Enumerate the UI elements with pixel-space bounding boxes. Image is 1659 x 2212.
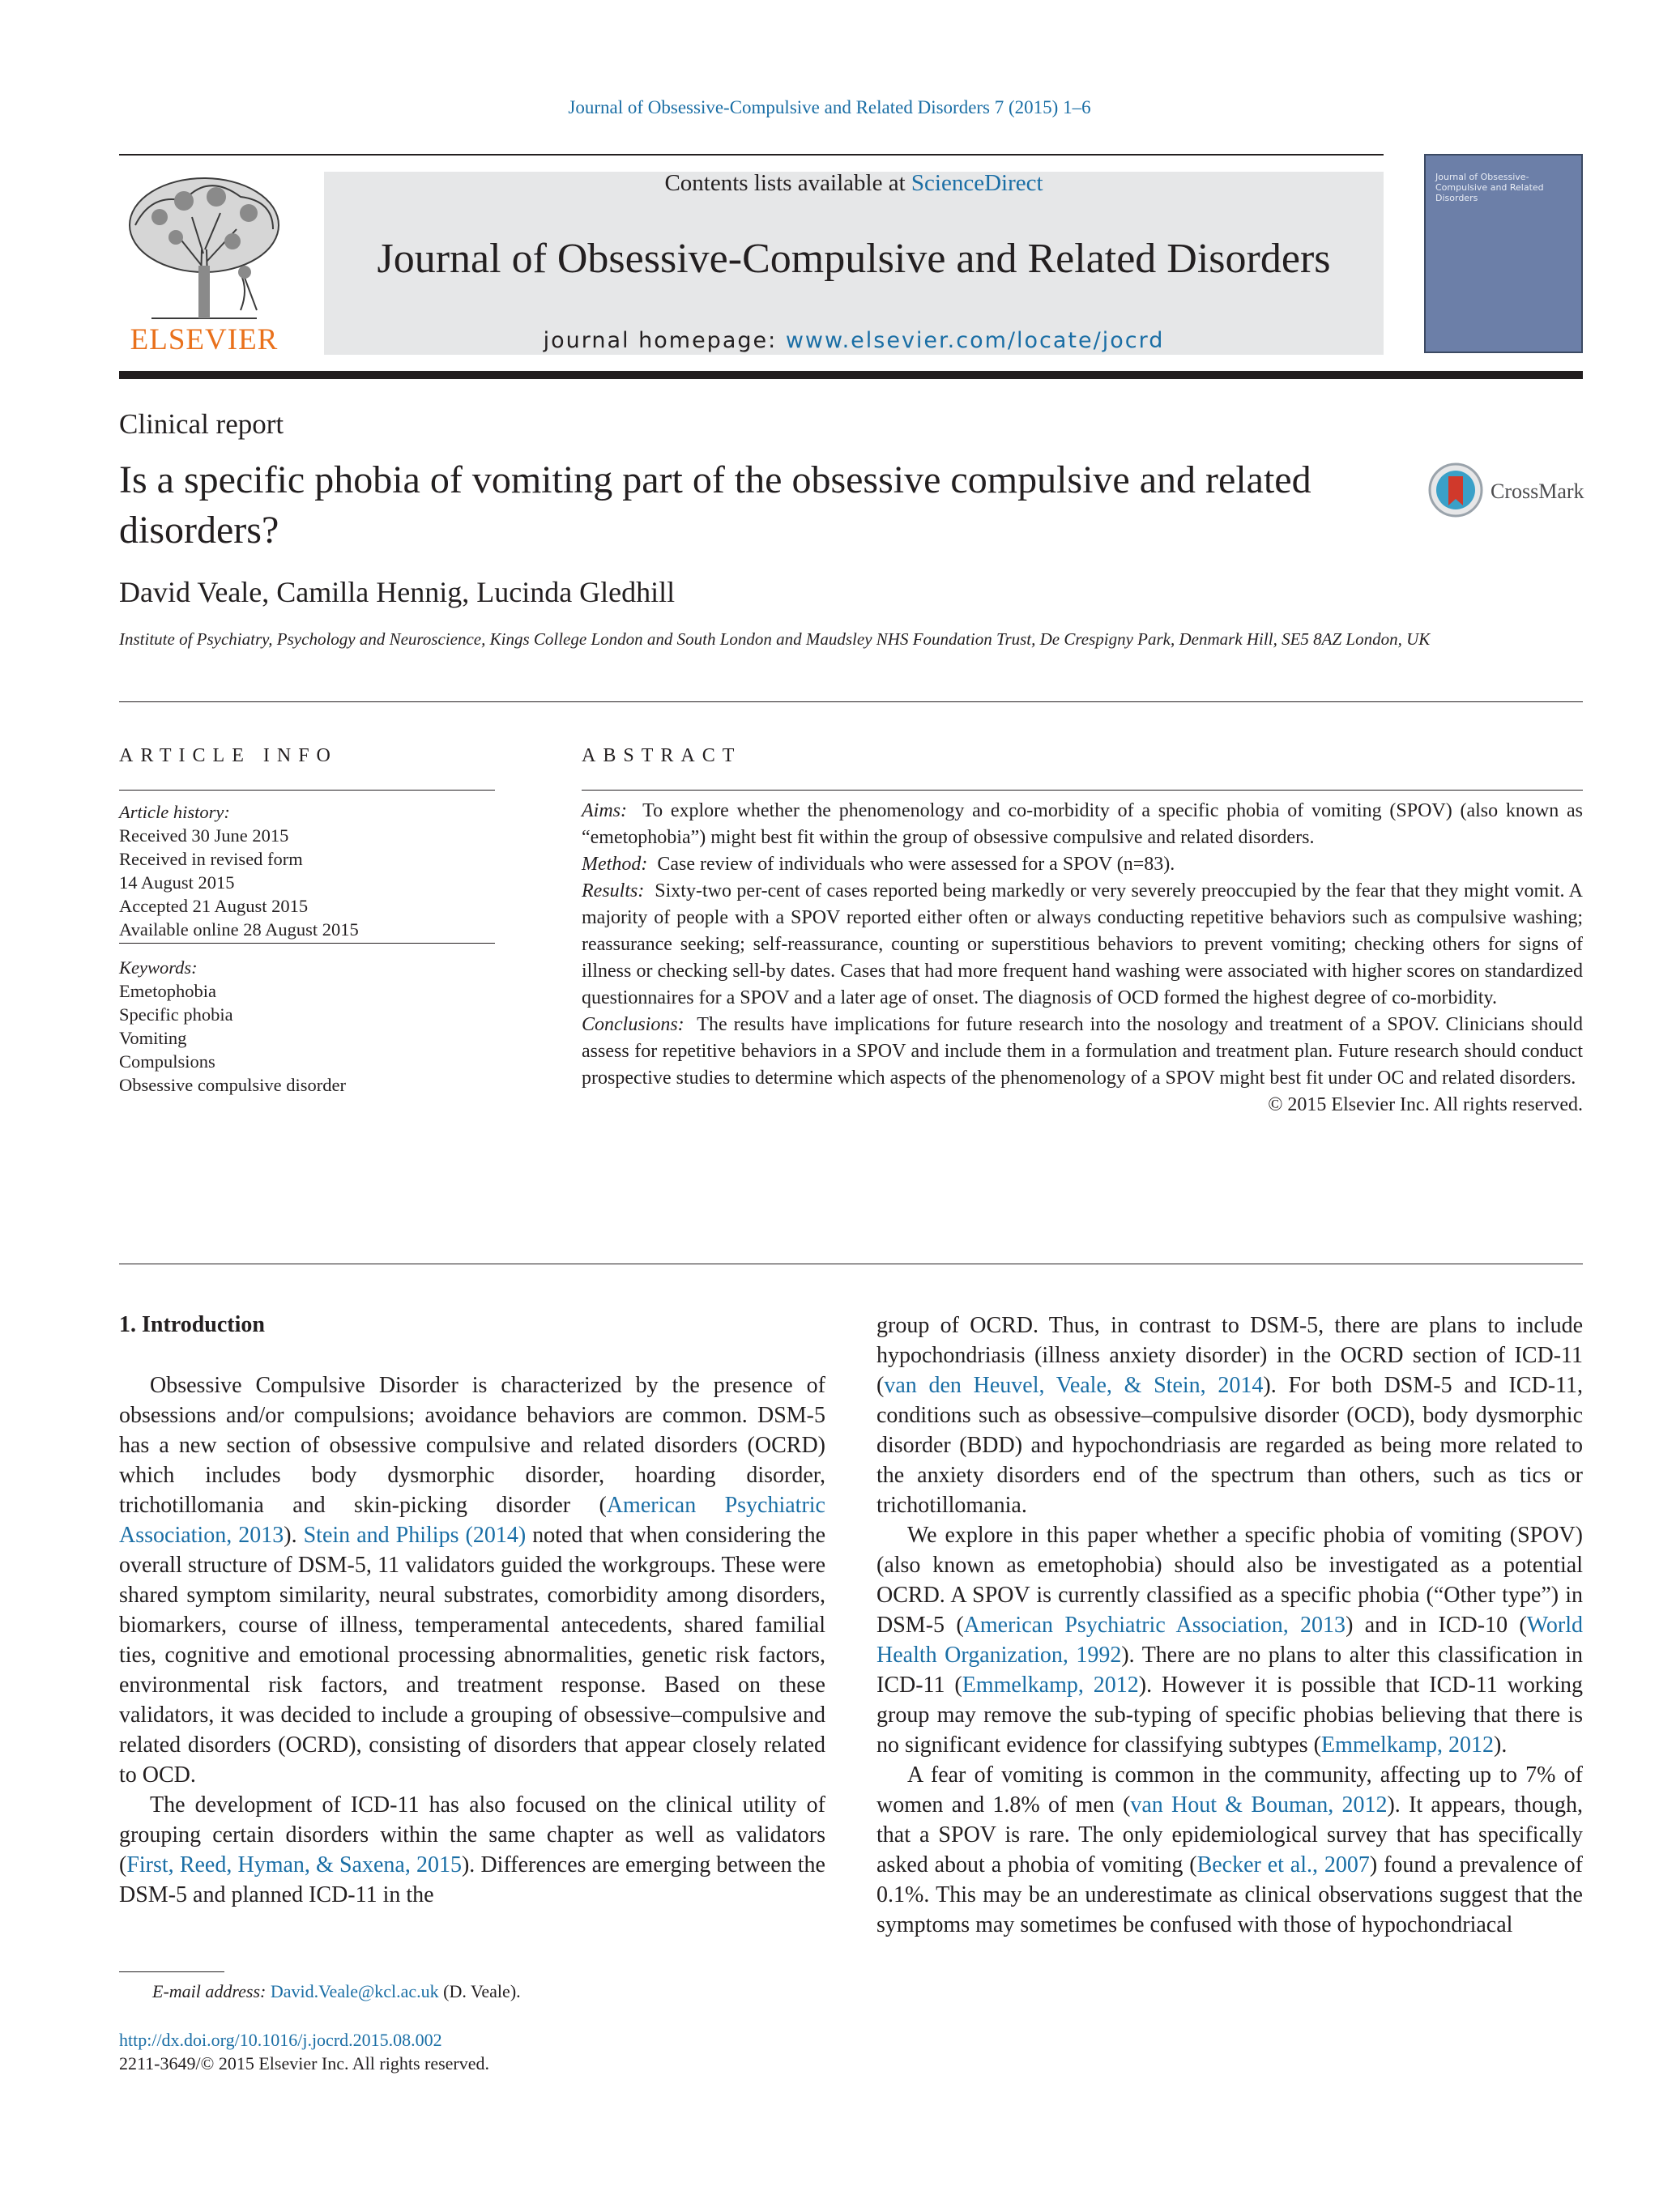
masthead-rule <box>119 371 1583 379</box>
citation-link[interactable]: First, Reed, Hyman, & Saxena, 2015 <box>126 1852 462 1877</box>
citation-link[interactable]: American Psychiatric Association, 2013 <box>119 1493 825 1548</box>
intro-paragraph <box>119 1790 825 1910</box>
method-text: Case review of individuals who were assessed for a SPOV (n=83). <box>657 854 1175 875</box>
abstract-method <box>582 851 1583 878</box>
citation-link[interactable]: Stein and Philips (2014) <box>303 1523 527 1548</box>
keyword-item: Obsessive compulsive disorder <box>119 1075 346 1095</box>
sciencedirect-link[interactable]: ScienceDirect <box>911 170 1043 196</box>
citation-link[interactable]: Becker et al., 2007 <box>1196 1852 1370 1877</box>
article-history <box>119 800 495 941</box>
intro-paragraph <box>876 1760 1583 1940</box>
keyword-item: Compulsions <box>119 1051 215 1072</box>
homepage-line <box>324 328 1384 353</box>
article-info-rule <box>119 790 495 791</box>
conclusions-label: Conclusions: <box>582 1014 684 1035</box>
history-item: 14 August 2015 <box>119 872 235 893</box>
running-head[interactable]: Journal of Obsessive-Compulsive and Related Disorders 7 (2015) 1–6 <box>568 97 1091 117</box>
email-label: E-mail address: <box>152 1981 271 2001</box>
body-right-column <box>876 1311 1583 1940</box>
abstract-aims <box>582 798 1583 851</box>
abstract-body <box>582 798 1583 1119</box>
email-footnote <box>152 1981 521 2002</box>
abstract-copyright: © 2015 Elsevier Inc. All rights reserved. <box>1268 1094 1583 1115</box>
body-text: The development of ICD-11 has also focused on the clinical utility of grouping certain disorders within the same chapter as well as validators ( <box>119 1792 825 1877</box>
body-text: noted that when considering the overall structure of DSM-5, 11 validators guided the workgroups. These were shared symptom similarity, neural substrates, comorbidity among disorders, biomarkers, course of illness, temperamental antecedents, shared familial ties, cognitive and emotional processing abnormalities, genetic risk factors, environmental risk factors, and treatment response. Based on these validators, it was decided to include a grouping of obsessive–compulsive and related disorders (OCRD), consisting of disorders that appear closely related to OCD. <box>119 1523 825 1788</box>
article-info-heading: ARTICLE INFO <box>119 745 338 766</box>
crossmark-label: CrossMark <box>1491 479 1584 503</box>
section-heading-introduction: 1. Introduction <box>119 1312 265 1337</box>
top-rule <box>119 154 1384 156</box>
intro-paragraph <box>876 1520 1583 1760</box>
keywords-label: Keywords: <box>119 957 198 978</box>
aims-text: To explore whether the phenomenology and co-morbidity of a specific phobia of vomiting (SPOV) (also known as “emetophobia”) might best fit within the group of obsessive compulsive and related disorders. <box>582 800 1583 848</box>
crossmark-icon <box>1427 462 1484 518</box>
body-text: ) and in ICD-10 ( <box>1346 1613 1527 1638</box>
intro-paragraph <box>876 1311 1583 1520</box>
body-text: A fear of vomiting is common in the community, affecting up to 7% of women and 1.8% of men ( <box>876 1762 1583 1818</box>
email-suffix: (D. Veale). <box>438 1981 521 2001</box>
homepage-prefix: journal homepage: <box>543 328 786 353</box>
method-label: Method: <box>582 854 648 875</box>
body-text: ). Differences are emerging between the DSM-5 and planned ICD-11 in the <box>119 1852 825 1907</box>
body-text: ). <box>1494 1733 1508 1758</box>
keyword-item: Emetophobia <box>119 981 216 1001</box>
homepage-link[interactable]: www.elsevier.com/locate/jocrd <box>785 328 1165 353</box>
results-label: Results: <box>582 880 645 901</box>
footnote-rule <box>119 1971 224 1972</box>
abstract-conclusions <box>582 1012 1583 1092</box>
history-rule <box>119 943 495 944</box>
contents-prefix: Contents lists available at <box>664 170 911 196</box>
body-text: ). However it is possible that ICD-11 working group may remove the sub-typing of specific phobias believing that there is no significant evidence for classifying subtypes ( <box>876 1673 1583 1758</box>
elsevier-wordmark: ELSEVIER <box>130 323 279 356</box>
issn-line: 2211-3649/© 2015 Elsevier Inc. All rights reserved. <box>119 2053 490 2073</box>
journal-cover-thumbnail[interactable] <box>1424 154 1583 353</box>
email-link[interactable]: David.Veale@kcl.ac.uk <box>270 1981 439 2001</box>
citation-link[interactable]: World Health Organization, 1992 <box>876 1613 1584 1668</box>
keywords <box>119 956 495 1097</box>
body-left-column <box>119 1370 825 1910</box>
abstract-results <box>582 878 1583 1012</box>
history-item: Received in revised form <box>119 849 303 869</box>
body-text: Obsessive Compulsive Disorder is characterized by the presence of obsessions and/or compulsions; avoidance behaviors are common. DSM-5 has a new section of obsessive compulsive and related disorders (OCRD) which includes body dysmorphic disorder, hoarding disorder, trichotillomania and skin-picking disorder ( <box>119 1373 825 1518</box>
intro-paragraph <box>119 1370 825 1790</box>
history-item: Available online 28 August 2015 <box>119 919 359 940</box>
results-text: Sixty-two per-cent of cases reported being markedly or very severely preoccupied by the fear that they might vomit. A majority of people with a SPOV reported either often or always conducting repetitive behaviors such as compulsive washing; reassurance seeking; self-reassurance, counting or superstitious behaviors to prevent vomiting; checking others for signs of illness or checking sell-by dates. Cases that had more frequent hand washing were associated with higher scores on standardized questionnaires for a SPOV and a later age of onset. The diagnosis of OCD formed the highest degree of co-morbidity. <box>582 880 1583 1008</box>
abstract-rule <box>582 790 1583 791</box>
body-text: ). <box>284 1523 304 1548</box>
doi-link[interactable]: http://dx.doi.org/10.1016/j.jocrd.2015.08.002 <box>119 2030 442 2050</box>
contents-line <box>324 170 1384 197</box>
body-text: ). There are no plans to alter this classification in ICD-11 ( <box>876 1643 1583 1698</box>
section-type: Clinical report <box>119 408 284 440</box>
title-rule <box>119 701 1583 702</box>
body-text: group of OCRD. Thus, in contrast to DSM-5, there are plans to include hypochondriasis (illness anxiety disorder) in the OCRD section of ICD-11 ( <box>876 1313 1583 1398</box>
body-text: ). It appears, though, that a SPOV is rare. The only epidemiological survey that has specifically asked about a phobia of vomiting ( <box>876 1792 1583 1877</box>
body-text: ). For both DSM-5 and ICD-11, conditions such as obsessive–compulsive disorder (OCD), body dysmorphic disorder (BDD) and hypochondriasis are regarded as being more related to the anxiety disorders end of the spectrum than others, such as tics or trichotillomania. <box>876 1373 1583 1518</box>
citation-link[interactable]: Emmelkamp, 2012 <box>1320 1733 1495 1758</box>
citation-link[interactable]: van Hout & Bouman, 2012 <box>1130 1792 1388 1818</box>
keyword-item: Specific phobia <box>119 1004 233 1025</box>
abstract-heading: ABSTRACT <box>582 745 742 766</box>
affiliation: Institute of Psychiatry, Psychology and Neuroscience, Kings College London and South London and Maudsley NHS Foundation Trust, De Crespigny Park, Denmark Hill, SE5 8AZ London, UK <box>119 629 1431 649</box>
conclusions-text: The results have implications for future research into the nosology and treatment of a SPOV. Clinicians should assess for repetitive behaviors in a SPOV and include them in a formulation and treatment plan. Future research should conduct prospective studies to determine which aspects of the phenomenology of a SPOV might best fit under OC and related disorders. <box>582 1014 1583 1089</box>
article-title: Is a specific phobia of vomiting part of the obsessive compulsive and related disorders? <box>119 458 1311 552</box>
doi-link-line <box>119 2030 442 2051</box>
authors: David Veale, Camilla Hennig, Lucinda Gledhill <box>119 576 676 608</box>
citation-link[interactable]: van den Heuvel, Veale, & Stein, 2014 <box>884 1373 1264 1398</box>
history-item: Accepted 21 August 2015 <box>119 896 309 916</box>
aims-label: Aims: <box>582 800 627 821</box>
history-label: Article history: <box>119 802 230 822</box>
history-item: Received 30 June 2015 <box>119 825 289 846</box>
crossmark-badge[interactable] <box>1427 462 1585 518</box>
citation-link[interactable]: American Psychiatric Association, 2013 <box>963 1613 1346 1638</box>
body-text: We explore in this paper whether a specific phobia of vomiting (SPOV) (also known as emetophobia) should also be investigated as a potential OCRD. A SPOV is currently classified as a specific phobia (“Other type”) in DSM-5 ( <box>876 1523 1583 1638</box>
journal-title: Journal of Obsessive-Compulsive and Related Disorders <box>377 236 1331 282</box>
cover-title: Journal of Obsessive-Compulsive and Related Disorders <box>1435 172 1544 203</box>
body-text: ) found a prevalence of 0.1%. This may be an underestimate as clinical observations suggest that the symptoms may sometimes be confused with those of hypochondriacal <box>876 1852 1584 1937</box>
keyword-item: Vomiting <box>119 1028 187 1048</box>
citation-link[interactable]: Emmelkamp, 2012 <box>962 1673 1139 1698</box>
